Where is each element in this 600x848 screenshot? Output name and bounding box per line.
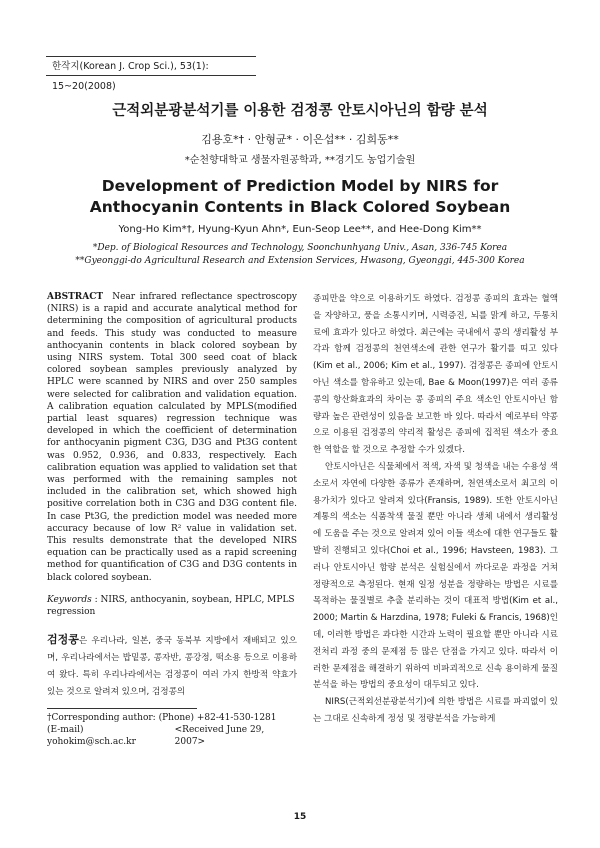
footnote <box>47 712 297 748</box>
affiliation-line-1: *Dep. of Biological Resources and Technology, Soonchunhyang Univ., Asan, 336-745 Korea <box>92 243 508 253</box>
right-column <box>313 291 558 728</box>
intro-text: 은 우리나라, 일본, 중국 동북부 지방에서 재배되고 있으며, 우리나라에서는 밥밑콩, 콩자반, 콩강정, 떡소용 등으로 이용하여 왔다. 특히 우리나라에서는 검정콩이 여러 가지 한방적 약효가 있는 것으로 알려져 있으며, 검정콩의 <box>47 636 297 697</box>
english-title: Development of Prediction Model by NIRS for Anthocyanin Contents in Black Colored Soybean <box>89 177 511 216</box>
corresponding-author: †Corresponding author: (Phone) +82-41-530-1281 <box>47 713 277 724</box>
affiliation-line-2: **Gyeonggi-do Agricultural Research and Extension Services, Hwasong, Gyeonggi, 445-300 Korea <box>75 255 525 266</box>
keywords <box>47 594 297 618</box>
received-date: <Received June 29, 2007> <box>174 725 265 748</box>
keywords-label: Keywords <box>47 594 92 605</box>
korean-authors: 김용호*† · 안형균* · 이은섭** · 김희동** <box>201 133 399 146</box>
abstract-label: ABSTRACT <box>47 292 104 302</box>
left-column <box>47 291 297 748</box>
english-authors: Yong-Ho Kim*†, Hyung-Kyun Ahn*, Eun-Seop Lee**, and Hee-Dong Kim** <box>118 224 482 235</box>
body-paragraph-3: NIRS(근적외선분광분석기)에 의한 방법은 시료를 파괴없이 있는 그대로 신속하게 정성 및 정량분석을 가능하게 <box>313 697 558 724</box>
author-email: (E-mail) yohokim@sch.ac.kr <box>47 725 136 748</box>
abstract <box>47 291 297 584</box>
body-paragraph-1: 종피만을 약으로 이용하기도 하였다. 검정콩 종피의 효과는 혈액을 자양하고, 풍을 소통시키며, 시력증진, 뇌를 맑게 하고, 두통치료에 효과가 있다고 하였다. 최근에는 국내에서 콩의 생리활성 부각과 함께 검정콩의 천연색소에 관한 연구가 활기를 띠고 있다(Kim et al., 2006; Kim et al., 1997). 검정콩은 종피에 안토시아닌 색소를 함유하고 있는데, Bae & Moon(1997)은 여러 종류 콩의 항산화효과의 차이는 콩 종피의 주요 색소인 안토시아닌 함량과 높은 관련성이 있음을 보고한 바 있다. 따라서 예로부터 약콩으로 이용된 검정콩의 약리적 활성은 종피에 집적된 색소가 중요한 역할을 할 것으로 추정할 수가 있겠다. <box>313 294 558 456</box>
journal-citation: 한작지(Korean J. Crop Sci.), 53(1): 15~20(2008) <box>46 56 256 76</box>
abstract-text: Near infrared reflectance spectroscopy (NIRS) is a rapid and accurate analytical method for determining the composition of agricultural products and feeds. This study was conducted to measure anthocyanin contents in black colored soybean by using NIRS system. Total 300 seed coat of black colored soybean samples previously analyzed by HPLC were scanned by NIRS and over 250 samples were selected for calibration and validation equation. A calibration equation calculated by MPLS(modified partial least squares) regression technique was developed in which the coefficient of determination for anthocyanin pigment C3G, D3G and Pt3G content was 0.952, 0.936, and 0.833, respectively. Each calibration equation was applied to validation set that was performed with the remaining samples not included in the calibration set, which showed high positive correlation both in C3G and D3G content file. In case Pt3G, the prediction model was needed more accuracy because of low R² value in validation set. This results demonstrate that the developed NIRS equation can be practically used as a rapid screening method for quantification of C3G and D3G contents in black colored soybean. <box>47 292 297 583</box>
body-paragraph-2: 안토시아닌은 식물체에서 적색, 자색 및 청색을 내는 수용성 색소로서 자연에 다양한 종류가 존재하며, 천연색소로서 최고의 이용가치가 있다고 알려져 있다(Fransis, 1989). 또한 안토시아닌 계통의 색소는 식품착색 물질 뿐만 아니라 생체 내에서 생리활성에 도움을 주는 것으로 알려져 있어 이들 색소에 대한 연구들도 활발히 진행되고 있다(Choi et al., 1996; Havsteen, 1983). 그러나 안토시아닌 함량 분석은 실험실에서 까다로운 과정을 거쳐 정량적으로 측정된다. 현재 일정 성분을 정량하는 방법은 시료를 목적하는 물질별로 추출 분리하는 것이 대표적 방법(Kim et al., 2000; Martin & Harzdina, 1978; Fuleki & Francis, 1968)인데, 이러한 방법은 과다한 시간과 노력이 필요할 뿐만 아니라 시료 전처리 과정 중의 문제점 등 많은 단점을 가지고 있다. 따라서 이러한 문제점을 해결하기 위하여 비파괴적으로 신속 용이하게 물질 분석을 하는 방법의 중요성이 대두되고 있다. <box>313 461 558 691</box>
korean-title: 근적외분광분석기를 이용한 검정콩 안토시아닌의 함량 분석 <box>112 103 488 119</box>
keywords-text: : NIRS, anthocyanin, soybean, HPLC, MPLS regression <box>47 594 295 618</box>
english-affiliation <box>30 242 570 267</box>
intro-paragraph <box>47 632 297 700</box>
page-number: 15 <box>293 812 307 822</box>
intro-lead-word: 검정콩 <box>47 633 79 647</box>
footnote-divider <box>47 708 197 709</box>
korean-affiliation: *순천향대학교 생물자원공학과, **경기도 농업기술원 <box>184 155 416 166</box>
